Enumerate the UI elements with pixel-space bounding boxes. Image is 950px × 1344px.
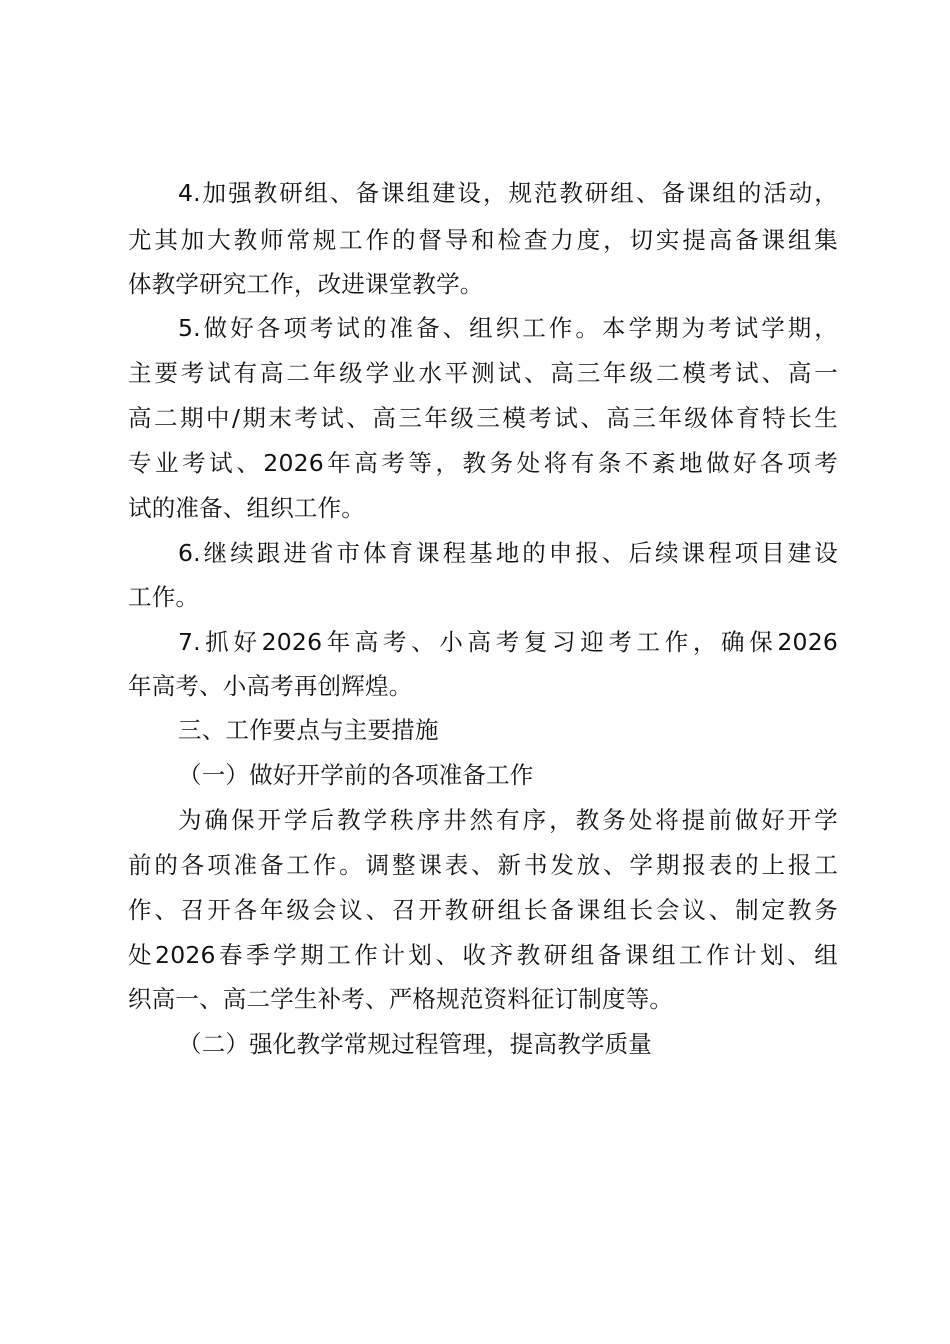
- text-line: 工作。: [128, 583, 200, 611]
- text-line: 7.抓好2026年高考、小高考复习迎考工作，确保2026: [178, 628, 838, 656]
- text-line: 年高考、小高考再创辉煌。: [128, 672, 413, 700]
- text-line: 处2026春季学期工作计划、收齐教研组备课组工作计划、组: [128, 941, 838, 969]
- text-line: 5.做好各项考试的准备、组织工作。本学期为考试学期，: [178, 314, 838, 342]
- text-line: 试的准备、组织工作。: [128, 494, 365, 522]
- text-line: 前的各项准备工作。调整课表、新书发放、学期报表的上报工: [128, 851, 838, 879]
- text-line: 4.加强教研组、备课组建设，规范教研组、备课组的活动，: [178, 179, 838, 207]
- text-line: 织高一、高二学生补考、严格规范资料征订制度等。: [128, 985, 674, 1013]
- text-line: 作、召开各年级会议、召开教研组长备课组长会议、制定教务: [128, 896, 838, 924]
- text-line: 体教学研究工作，改进课堂教学。: [128, 270, 484, 298]
- subsection-heading: （一）做好开学前的各项准备工作: [178, 761, 534, 789]
- text-line: 尤其加大教师常规工作的督导和检查力度，切实提高备课组集: [128, 226, 838, 254]
- subsection-heading: （二）强化教学常规过程管理，提高教学质量: [178, 1030, 652, 1058]
- text-line: 专业考试、2026年高考等，教务处将有条不紊地做好各项考: [128, 449, 838, 477]
- text-line: 为确保开学后教学秩序井然有序，教务处将提前做好开学: [178, 806, 838, 834]
- text-line: 6.继续跟进省市体育课程基地的申报、后续课程项目建设: [178, 539, 838, 567]
- text-line: 高二期中/期末考试、高三年级三模考试、高三年级体育特长生: [128, 404, 838, 432]
- text-line: 主要考试有高二年级学业水平测试、高三年级二模考试、高一: [128, 359, 838, 387]
- section-heading: 三、工作要点与主要措施: [178, 716, 439, 744]
